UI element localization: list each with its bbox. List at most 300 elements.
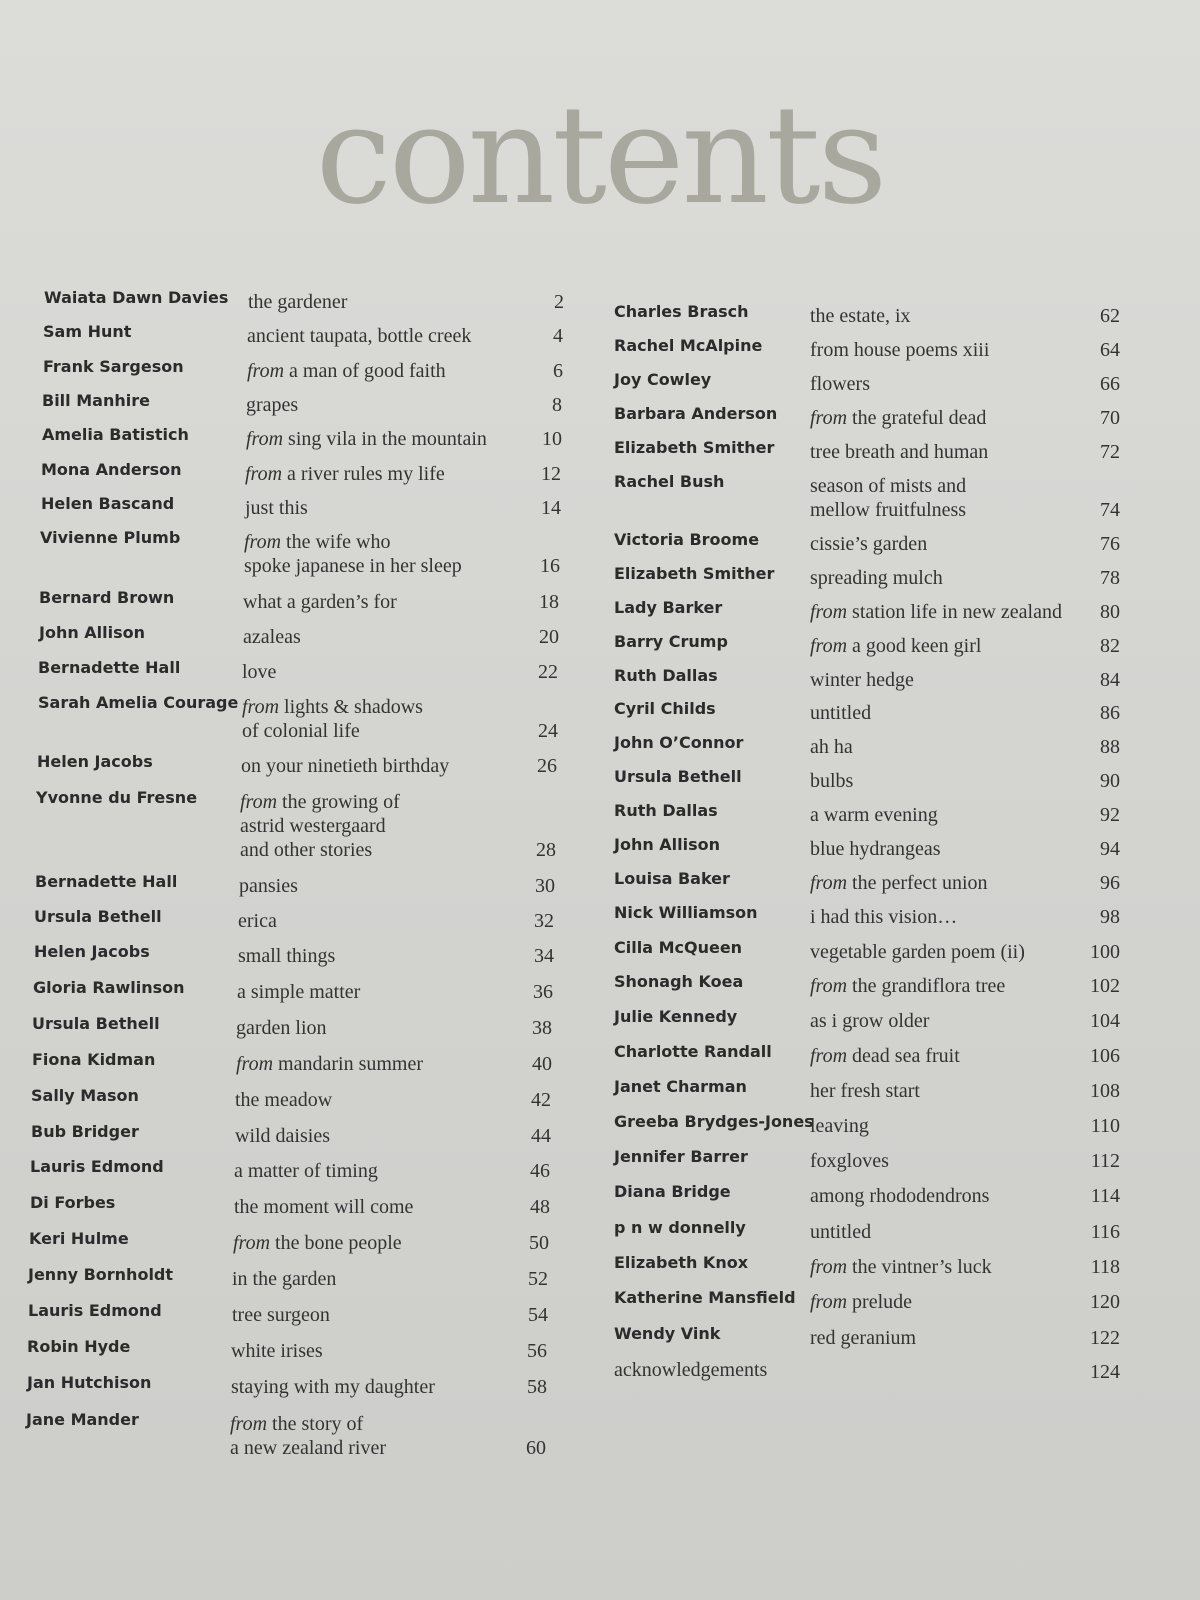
entry-author: Elizabeth Knox bbox=[614, 1253, 749, 1272]
entry-author: Ursula Bethell bbox=[614, 767, 742, 786]
entry-title-text: station life in new zealand bbox=[852, 601, 1062, 623]
entry-author: Louisa Baker bbox=[614, 869, 730, 888]
entry-title bbox=[810, 1184, 989, 1208]
entry-author: Jennifer Barrer bbox=[614, 1147, 748, 1166]
entry-title-text: the vintner’s luck bbox=[852, 1256, 992, 1278]
entry-page-number: 90 bbox=[1100, 770, 1120, 792]
entry-title-line bbox=[810, 304, 911, 328]
entry-title-line bbox=[244, 530, 462, 554]
entry-page-number: 102 bbox=[1090, 975, 1120, 997]
entry-title-line bbox=[242, 660, 276, 684]
entry-title-text: untitled bbox=[810, 1221, 872, 1243]
entry-author: Cilla McQueen bbox=[614, 938, 743, 957]
entry-page-number: 42 bbox=[531, 1089, 551, 1111]
entry-title bbox=[233, 1231, 402, 1255]
entry-title-prefix: from bbox=[236, 1053, 274, 1075]
entry-title-text: spreading mulch bbox=[810, 567, 943, 589]
entry-title-line bbox=[810, 1290, 912, 1314]
entry-title-text: ah ha bbox=[810, 736, 853, 758]
entry-author: Ruth Dallas bbox=[614, 801, 718, 820]
entry-title-line bbox=[810, 372, 870, 396]
entry-title-text: red geranium bbox=[810, 1327, 917, 1349]
entry-author: Keri Hulme bbox=[29, 1229, 129, 1248]
entry-title-text: foxgloves bbox=[810, 1150, 889, 1172]
entry-title-prefix: from bbox=[233, 1232, 271, 1254]
entry-author: Charles Brasch bbox=[614, 302, 749, 321]
entry-title bbox=[245, 496, 308, 520]
entry-page-number: 38 bbox=[532, 1017, 552, 1039]
entry-page-number: 70 bbox=[1100, 407, 1120, 429]
entry-title bbox=[231, 1375, 435, 1399]
entry-title-line bbox=[236, 1016, 327, 1040]
entry-title bbox=[810, 372, 870, 396]
entry-author: Sally Mason bbox=[31, 1086, 139, 1105]
entry-title-line bbox=[810, 1114, 869, 1138]
entry-page-number: 92 bbox=[1100, 804, 1120, 826]
entry-title-line bbox=[234, 1195, 413, 1219]
entry-page-number: 110 bbox=[1090, 1115, 1120, 1137]
entry-title-line bbox=[810, 803, 938, 827]
entry-title-line bbox=[810, 905, 957, 929]
entry-title-line bbox=[810, 498, 966, 522]
entry-page-number: 120 bbox=[1090, 1291, 1120, 1313]
acknowledgements-page-number: 124 bbox=[1090, 1361, 1120, 1383]
entry-title bbox=[246, 393, 298, 417]
entry-title-text: pansies bbox=[239, 875, 298, 897]
entry-title-prefix: from bbox=[810, 1291, 848, 1313]
entry-title-text: in the garden bbox=[232, 1268, 337, 1290]
entry-page-number: 114 bbox=[1090, 1185, 1120, 1207]
entry-page-number: 118 bbox=[1090, 1256, 1120, 1278]
entry-title-text: dead sea fruit bbox=[852, 1045, 960, 1067]
entry-title-line bbox=[232, 1267, 336, 1291]
entry-title-text: cissie’s garden bbox=[810, 533, 928, 555]
entry-title-line bbox=[240, 814, 400, 838]
entry-author: Janet Charman bbox=[614, 1077, 747, 1096]
entry-author: Helen Jacobs bbox=[34, 942, 150, 961]
entry-title-text: a good keen girl bbox=[852, 635, 982, 657]
entry-title-line bbox=[810, 1220, 871, 1244]
entry-page-number: 82 bbox=[1100, 635, 1120, 657]
entry-author: Lauris Edmond bbox=[30, 1157, 164, 1176]
entry-author: Waiata Dawn Davies bbox=[44, 288, 229, 307]
entry-title-line bbox=[246, 427, 487, 451]
entry-page-number: 116 bbox=[1090, 1221, 1120, 1243]
entry-title-line bbox=[810, 1009, 929, 1033]
entry-author: Lady Barker bbox=[614, 598, 723, 617]
entry-author: Rachel Bush bbox=[614, 472, 725, 491]
entry-title-line bbox=[238, 944, 335, 968]
entry-title-line bbox=[233, 1231, 402, 1255]
entry-title-text: azaleas bbox=[243, 626, 301, 648]
entry-title-line bbox=[241, 754, 449, 778]
entry-title bbox=[810, 634, 981, 658]
entry-title bbox=[810, 1220, 871, 1244]
entry-title-text: the bone people bbox=[275, 1232, 402, 1254]
entry-author: Nick Williamson bbox=[614, 903, 758, 922]
entry-page-number: 46 bbox=[530, 1160, 550, 1182]
entry-title bbox=[231, 1339, 323, 1363]
entry-title-prefix: from bbox=[810, 635, 848, 657]
entry-page-number: 14 bbox=[541, 497, 561, 519]
entry-title-text: what a garden’s for bbox=[243, 591, 397, 613]
entry-title-text: the growing of bbox=[282, 791, 400, 813]
entry-author: Lauris Edmond bbox=[28, 1301, 162, 1320]
entry-title-line bbox=[246, 393, 298, 417]
entry-title-text: and other stories bbox=[240, 839, 373, 861]
entry-page-number: 60 bbox=[526, 1437, 546, 1459]
entry-page-number: 10 bbox=[542, 428, 562, 450]
entry-title-text: spoke japanese in her sleep bbox=[244, 555, 462, 577]
entry-title bbox=[810, 1079, 920, 1103]
entry-title bbox=[810, 304, 911, 328]
entry-title-text: vegetable garden poem (ii) bbox=[810, 941, 1025, 963]
entry-title bbox=[810, 440, 988, 464]
entry-author: p n w donnelly bbox=[614, 1218, 746, 1237]
entry-author: Elizabeth Smither bbox=[614, 564, 775, 583]
entry-page-number: 40 bbox=[532, 1053, 552, 1075]
entry-author: Robin Hyde bbox=[27, 1337, 131, 1356]
entry-author: Rachel McAlpine bbox=[614, 336, 763, 355]
entry-page-number: 84 bbox=[1100, 669, 1120, 691]
entry-title bbox=[234, 1195, 413, 1219]
page-title: contents bbox=[315, 77, 885, 235]
entry-title bbox=[238, 909, 277, 933]
entry-author: Wendy Vink bbox=[614, 1324, 721, 1343]
entry-title bbox=[236, 1052, 423, 1076]
entry-title-text: wild daisies bbox=[235, 1125, 330, 1147]
entry-page-number: 52 bbox=[528, 1268, 548, 1290]
entry-title bbox=[810, 940, 1025, 964]
entry-author: Sarah Amelia Courage bbox=[38, 693, 239, 712]
entry-title bbox=[810, 905, 957, 929]
entry-title-line bbox=[810, 940, 1025, 964]
entry-title-text: erica bbox=[238, 910, 277, 932]
entry-author: Ruth Dallas bbox=[614, 666, 718, 685]
entry-page-number: 28 bbox=[536, 839, 556, 861]
entry-title bbox=[810, 1114, 869, 1138]
entry-author: Bernard Brown bbox=[39, 588, 175, 607]
entry-title-text: small things bbox=[238, 945, 336, 967]
entry-title-line bbox=[240, 790, 400, 814]
entry-title bbox=[810, 1044, 960, 1068]
entry-title-text: a new zealand river bbox=[230, 1437, 387, 1459]
entry-author: Cyril Childs bbox=[614, 699, 716, 718]
entry-title-line bbox=[810, 1326, 916, 1350]
entry-title-text: bulbs bbox=[810, 770, 854, 792]
entry-title-line bbox=[810, 406, 986, 430]
entry-title-line bbox=[237, 980, 360, 1004]
entry-title-line bbox=[244, 554, 462, 578]
entry-title-line bbox=[242, 695, 423, 719]
entry-title-line bbox=[230, 1436, 386, 1460]
entry-title-text: her fresh start bbox=[810, 1080, 920, 1102]
entry-page-number: 108 bbox=[1090, 1080, 1120, 1102]
entry-title-line bbox=[245, 496, 308, 520]
entry-title-text: white irises bbox=[231, 1340, 323, 1362]
entry-author: Bernadette Hall bbox=[38, 658, 181, 677]
entry-page-number: 24 bbox=[538, 720, 558, 742]
entry-title bbox=[810, 668, 914, 692]
entry-page-number: 32 bbox=[534, 910, 554, 932]
entry-title bbox=[240, 790, 400, 862]
entry-author: Jane Mander bbox=[26, 1410, 139, 1429]
entry-author: Julie Kennedy bbox=[614, 1007, 738, 1026]
entry-title-text: untitled bbox=[810, 702, 872, 724]
entry-title-text: as i grow older bbox=[810, 1010, 930, 1032]
entry-title-line bbox=[232, 1303, 330, 1327]
entry-page-number: 22 bbox=[538, 661, 558, 683]
entry-author: Joy Cowley bbox=[614, 370, 712, 389]
entry-title bbox=[246, 427, 487, 451]
entry-author: Bill Manhire bbox=[42, 391, 150, 410]
entry-title-text: flowers bbox=[810, 373, 870, 395]
entry-title bbox=[810, 566, 943, 590]
entry-page-number: 50 bbox=[529, 1232, 549, 1254]
entry-title-line bbox=[239, 874, 298, 898]
entry-author: Amelia Batistich bbox=[42, 425, 189, 444]
entry-page-number: 18 bbox=[539, 591, 559, 613]
entry-title bbox=[810, 406, 986, 430]
entry-page-number: 20 bbox=[539, 626, 559, 648]
entry-title-line bbox=[231, 1375, 435, 1399]
entry-author: Bub Bridger bbox=[31, 1122, 139, 1141]
entry-author: Mona Anderson bbox=[41, 460, 182, 479]
entry-title bbox=[247, 359, 446, 383]
entry-title-prefix: from bbox=[245, 463, 283, 485]
entry-author: Helen Bascand bbox=[41, 494, 175, 513]
entry-author: Elizabeth Smither bbox=[614, 438, 775, 457]
entry-title-prefix: from bbox=[810, 601, 848, 623]
entry-title-line bbox=[235, 1088, 332, 1112]
entry-title-text: among rhododendrons bbox=[810, 1185, 990, 1207]
entry-page-number: 16 bbox=[540, 555, 560, 577]
entry-author: Vivienne Plumb bbox=[40, 528, 181, 547]
entry-title-text: grapes bbox=[246, 394, 299, 416]
entry-title bbox=[810, 1149, 889, 1173]
entry-author: Fiona Kidman bbox=[32, 1050, 156, 1069]
entry-title-line bbox=[810, 1184, 989, 1208]
entry-page-number: 30 bbox=[535, 875, 555, 897]
entry-page-number: 58 bbox=[527, 1376, 547, 1398]
entry-title-line bbox=[810, 735, 853, 759]
entry-title-line bbox=[245, 462, 445, 486]
entry-page-number: 56 bbox=[527, 1340, 547, 1362]
entry-page-number: 88 bbox=[1100, 736, 1120, 758]
entry-title bbox=[810, 338, 989, 362]
entry-title-line bbox=[236, 1052, 423, 1076]
entry-title-text: the meadow bbox=[235, 1089, 333, 1111]
entry-title-line bbox=[810, 440, 988, 464]
entry-title-line bbox=[810, 837, 941, 861]
entry-title-line bbox=[242, 719, 423, 743]
entry-title-text: the gardener bbox=[248, 291, 348, 313]
entry-title bbox=[810, 735, 853, 759]
entry-title bbox=[810, 871, 988, 895]
entry-page-number: 86 bbox=[1100, 702, 1120, 724]
entry-title-line bbox=[810, 769, 853, 793]
entry-title-text: prelude bbox=[852, 1291, 913, 1313]
entry-title bbox=[235, 1088, 332, 1112]
entry-title bbox=[810, 600, 1062, 624]
entry-author: Diana Bridge bbox=[614, 1182, 731, 1201]
entry-author: Ursula Bethell bbox=[32, 1014, 160, 1033]
entry-title-text: the story of bbox=[272, 1413, 364, 1435]
entry-page-number: 74 bbox=[1100, 499, 1120, 521]
entry-page-number: 76 bbox=[1100, 533, 1120, 555]
entry-author: Helen Jacobs bbox=[37, 752, 153, 771]
entry-page-number: 12 bbox=[541, 463, 561, 485]
entry-title bbox=[248, 290, 347, 314]
entry-title-text: a warm evening bbox=[810, 804, 938, 826]
entry-title-line bbox=[810, 974, 1005, 998]
entry-title bbox=[238, 944, 335, 968]
entry-title-prefix: from bbox=[240, 791, 278, 813]
entry-title bbox=[232, 1303, 330, 1327]
entry-title-text: staying with my daughter bbox=[231, 1376, 435, 1398]
entry-title bbox=[810, 1290, 912, 1314]
entry-author: Barbara Anderson bbox=[614, 404, 778, 423]
entry-page-number: 62 bbox=[1100, 305, 1120, 327]
entry-title bbox=[230, 1412, 386, 1460]
entry-title-text: on your ninetieth birthday bbox=[241, 755, 450, 777]
entry-title bbox=[242, 660, 276, 684]
entry-title-text: winter hedge bbox=[810, 669, 914, 691]
entry-page-number: 80 bbox=[1100, 601, 1120, 623]
entry-title-prefix: from bbox=[810, 1256, 848, 1278]
entry-author: John O’Connor bbox=[614, 733, 744, 752]
entry-title bbox=[810, 1255, 992, 1279]
entry-title-prefix: from bbox=[810, 1045, 848, 1067]
entry-title bbox=[234, 1159, 378, 1183]
entry-title-text: the perfect union bbox=[852, 872, 988, 894]
entry-title-text: the moment will come bbox=[234, 1196, 414, 1218]
entry-title-line bbox=[810, 338, 989, 362]
entry-title bbox=[810, 769, 853, 793]
entry-page-number: 96 bbox=[1100, 872, 1120, 894]
entry-title-text: astrid westergaard bbox=[240, 815, 386, 837]
entry-page-number: 104 bbox=[1090, 1010, 1120, 1032]
entry-title-text: lights & shadows bbox=[284, 696, 423, 718]
entry-title-text: sing vila in the mountain bbox=[288, 428, 487, 450]
entry-title-text: i had this vision… bbox=[810, 906, 958, 928]
entry-author: Barry Crump bbox=[614, 632, 728, 651]
entry-title-text: from house poems xiii bbox=[810, 339, 990, 361]
entry-author: Gloria Rawlinson bbox=[33, 978, 185, 997]
entry-title-text: the wife who bbox=[286, 531, 391, 553]
entry-title bbox=[810, 803, 938, 827]
entry-title-line bbox=[810, 566, 943, 590]
entry-title-line bbox=[243, 590, 397, 614]
entry-page-number: 48 bbox=[530, 1196, 550, 1218]
entry-page-number: 44 bbox=[531, 1125, 551, 1147]
entry-page-number: 122 bbox=[1090, 1327, 1120, 1349]
entry-page-number: 78 bbox=[1100, 567, 1120, 589]
entry-title bbox=[810, 974, 1005, 998]
entry-title-text: leaving bbox=[810, 1115, 869, 1137]
entry-page-number: 112 bbox=[1090, 1150, 1120, 1172]
entry-author: Ursula Bethell bbox=[34, 907, 162, 926]
entry-title-text: season of mists and bbox=[810, 475, 967, 497]
entry-author: Sam Hunt bbox=[43, 322, 132, 341]
entry-title bbox=[232, 1267, 336, 1291]
entry-title-text: garden lion bbox=[236, 1017, 327, 1039]
entry-title bbox=[245, 462, 445, 486]
entry-title bbox=[239, 874, 298, 898]
entry-title-line bbox=[235, 1124, 330, 1148]
entry-title bbox=[810, 474, 966, 522]
entry-title-text: ancient taupata, bottle creek bbox=[247, 325, 472, 347]
entry-title-line bbox=[810, 1255, 992, 1279]
entry-title-prefix: from bbox=[810, 975, 848, 997]
entry-title bbox=[244, 530, 462, 578]
entry-title-line bbox=[810, 532, 927, 556]
entry-title-line bbox=[810, 701, 871, 725]
entry-author: Bernadette Hall bbox=[35, 872, 178, 891]
entry-author: John Allison bbox=[614, 835, 721, 854]
entry-title-line bbox=[810, 1044, 960, 1068]
entry-page-number: 6 bbox=[553, 360, 563, 382]
entry-title-line bbox=[810, 474, 966, 498]
entry-title-line bbox=[231, 1339, 323, 1363]
entry-title-text: the grandiflora tree bbox=[852, 975, 1006, 997]
entry-title-line bbox=[243, 625, 301, 649]
entry-title bbox=[243, 625, 301, 649]
entry-title-text: a river rules my life bbox=[287, 463, 445, 485]
entry-author: Frank Sargeson bbox=[43, 357, 184, 376]
entry-title-line bbox=[810, 1079, 920, 1103]
entry-author: Charlotte Randall bbox=[614, 1042, 772, 1061]
entry-author: Victoria Broome bbox=[614, 530, 760, 549]
entry-page-number: 100 bbox=[1090, 941, 1120, 963]
entry-title-prefix: from bbox=[247, 360, 285, 382]
entry-title bbox=[810, 532, 927, 556]
entry-page-number: 66 bbox=[1100, 373, 1120, 395]
entry-title bbox=[241, 754, 449, 778]
entry-author: Shonagh Koea bbox=[614, 972, 744, 991]
entry-title-line bbox=[230, 1412, 386, 1436]
entry-page-number: 72 bbox=[1100, 441, 1120, 463]
entry-title-line bbox=[810, 668, 914, 692]
entry-title-prefix: from bbox=[810, 872, 848, 894]
entry-page-number: 54 bbox=[528, 1304, 548, 1326]
entry-title-line bbox=[238, 909, 277, 933]
entry-page-number: 64 bbox=[1100, 339, 1120, 361]
entry-title-line bbox=[810, 600, 1062, 624]
entry-title-text: the grateful dead bbox=[852, 407, 987, 429]
entry-title bbox=[236, 1016, 327, 1040]
entry-title bbox=[810, 1009, 929, 1033]
entry-title-prefix: from bbox=[810, 407, 848, 429]
entry-title-line bbox=[234, 1159, 378, 1183]
entry-author: Katherine Mansfield bbox=[614, 1288, 796, 1307]
entry-page-number: 2 bbox=[554, 291, 564, 313]
entry-page-number: 94 bbox=[1100, 838, 1120, 860]
entry-author: Di Forbes bbox=[30, 1193, 116, 1212]
entry-title-line bbox=[810, 871, 988, 895]
entry-title-text: the estate, ix bbox=[810, 305, 911, 327]
entry-page-number: 34 bbox=[534, 945, 554, 967]
entry-title bbox=[237, 980, 360, 1004]
entry-title-line bbox=[248, 290, 347, 314]
entry-title-text: a matter of timing bbox=[234, 1160, 378, 1182]
entry-author: Jenny Bornholdt bbox=[28, 1265, 174, 1284]
entry-title-line bbox=[810, 634, 981, 658]
entry-title bbox=[810, 701, 871, 725]
entry-title-line bbox=[247, 359, 446, 383]
entry-title-text: tree surgeon bbox=[232, 1304, 330, 1326]
entry-title-line bbox=[810, 1149, 889, 1173]
